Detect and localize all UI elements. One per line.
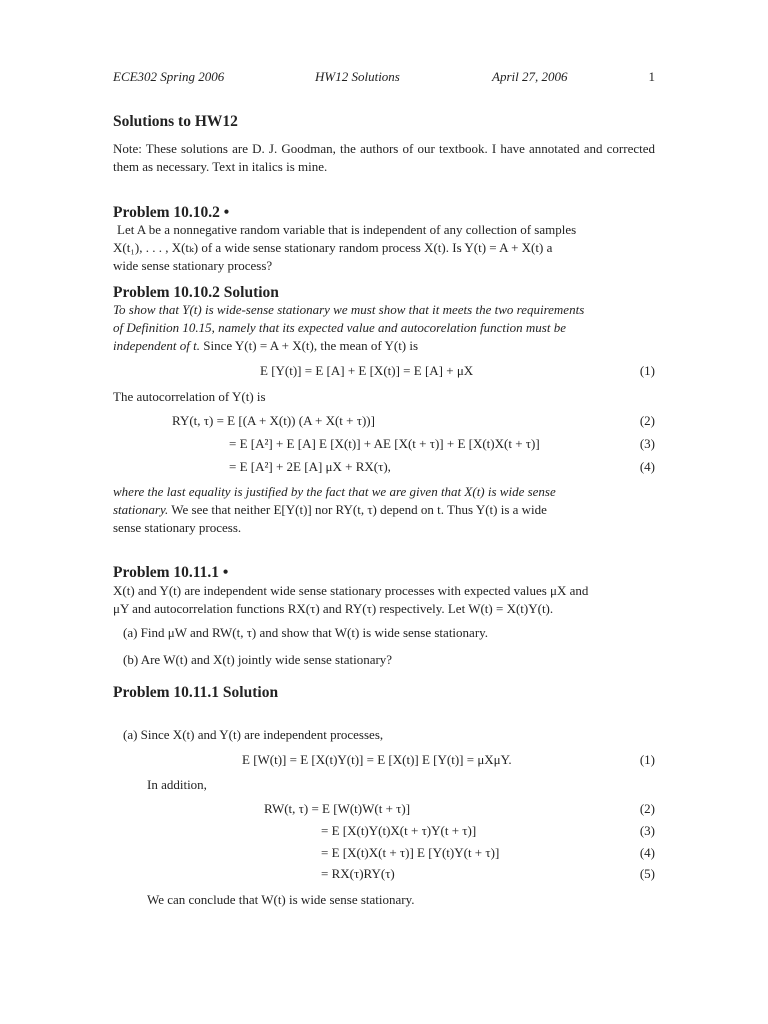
equation-3: = E [X(t)Y(t)X(t + τ)Y(t + τ)] (321, 823, 477, 838)
header-course: ECE302 Spring 2006 (113, 69, 225, 84)
solution-10-10-2-heading: Problem 10.10.2 Solution (113, 284, 279, 301)
problem-statement-line: X(t₁), . . . , X(tₖ) of a wide sense stationary random process X(t). Is Y(t) = A + X(t) a (113, 240, 553, 255)
problem-10-10-2-heading: Problem 10.10.2 • (113, 204, 230, 221)
header-title: HW12 Solutions (315, 69, 400, 84)
equation-1: E [W(t)] = E [X(t)Y(t)] = E [X(t)] E [Y(t)] = μXμY. (242, 752, 512, 767)
problem-statement-line: μY and autocorrelation functions RX(τ) and RY(τ) respectively. Let W(t) = X(t)Y(t). (113, 601, 554, 616)
problem-statement-line: Let A be a nonnegative random variable that is independent of any collection of samples (117, 222, 577, 237)
equation-3: = E [A²] + E [A] E [X(t)] + AE [X(t + τ)] + E [X(t)X(t + τ)] (229, 436, 540, 451)
equation-2: RY(t, τ) = E [(A + X(t)) (A + X(t + τ))] (172, 413, 375, 428)
document-title: Solutions to HW12 (113, 113, 238, 130)
solution-text-line: To show that Y(t) is wide-sense stationary we must show that it meets the two requirements (113, 302, 585, 317)
equation-number: (3) (639, 436, 655, 451)
equation-1: E [Y(t)] = E [A] + E [X(t)] = E [A] + μX (260, 363, 474, 378)
conclusion-line: sense stationary process. (113, 520, 242, 535)
solution-10-11-1-heading: Problem 10.11.1 Solution (113, 684, 279, 701)
equation-number: (3) (639, 823, 655, 838)
conclusion-italic: stationary. (113, 502, 169, 517)
equation-number: (5) (639, 866, 655, 881)
intro-note: Note: These solutions are D. J. Goodman, the authors of our textbook. I have annotated and corrected them as necessary. Text in italics is mine. (113, 141, 655, 174)
equation-2: RW(t, τ) = E [W(t)W(t + τ)] (264, 801, 411, 816)
equation-number: (4) (639, 459, 655, 474)
conclusion-text: We can conclude that W(t) is wide sense stationary. (147, 892, 415, 907)
running-header (113, 69, 655, 85)
solution-text-roman: Since Y(t) = A + X(t), the mean of Y(t) is (203, 338, 419, 353)
equation-number: (1) (639, 363, 655, 378)
header-page-number: 1 (648, 69, 655, 84)
conclusion-roman: We see that neither E[Y(t)] nor RY(t, τ) depend on t. Thus Y(t) is a wide (171, 502, 547, 517)
problem-statement-line: X(t) and Y(t) are independent wide sense stationary processes with expected values μX and (113, 583, 589, 598)
problem-10-11-1-heading: Problem 10.11.1 • (113, 564, 229, 581)
conclusion-line (113, 502, 547, 518)
equation-number: (2) (639, 413, 655, 428)
equation-number: (2) (639, 801, 655, 816)
equation-number: (4) (639, 845, 655, 860)
solution-text-line: of Definition 10.15, namely that its expected value and autocorelation function must be (113, 320, 566, 335)
solution-text-italic: independent of t. (113, 338, 201, 353)
problem-statement-line: wide sense stationary process? (113, 258, 273, 273)
part-a: (a) Find μW and RW(t, τ) and show that W(t) is wide sense stationary. (123, 625, 489, 640)
conclusion-line: where the last equality is justified by the fact that we are given that X(t) is wide sense (113, 484, 556, 499)
equation-4: = E [X(t)X(t + τ)] E [Y(t)Y(t + τ)] (321, 845, 500, 860)
header-date: April 27, 2006 (492, 69, 568, 84)
part-b: (b) Are W(t) and X(t) jointly wide sense stationary? (123, 652, 393, 667)
solution-text-line (113, 338, 418, 354)
equation-5: = RX(τ)RY(τ) (321, 866, 395, 881)
in-addition-text: In addition, (147, 777, 207, 792)
solution-part-a: (a) Since X(t) and Y(t) are independent processes, (123, 727, 384, 742)
equation-4: = E [A²] + 2E [A] μX + RX(τ), (229, 459, 391, 474)
equation-number: (1) (639, 752, 655, 767)
autocorrelation-intro: The autocorrelation of Y(t) is (113, 389, 266, 404)
